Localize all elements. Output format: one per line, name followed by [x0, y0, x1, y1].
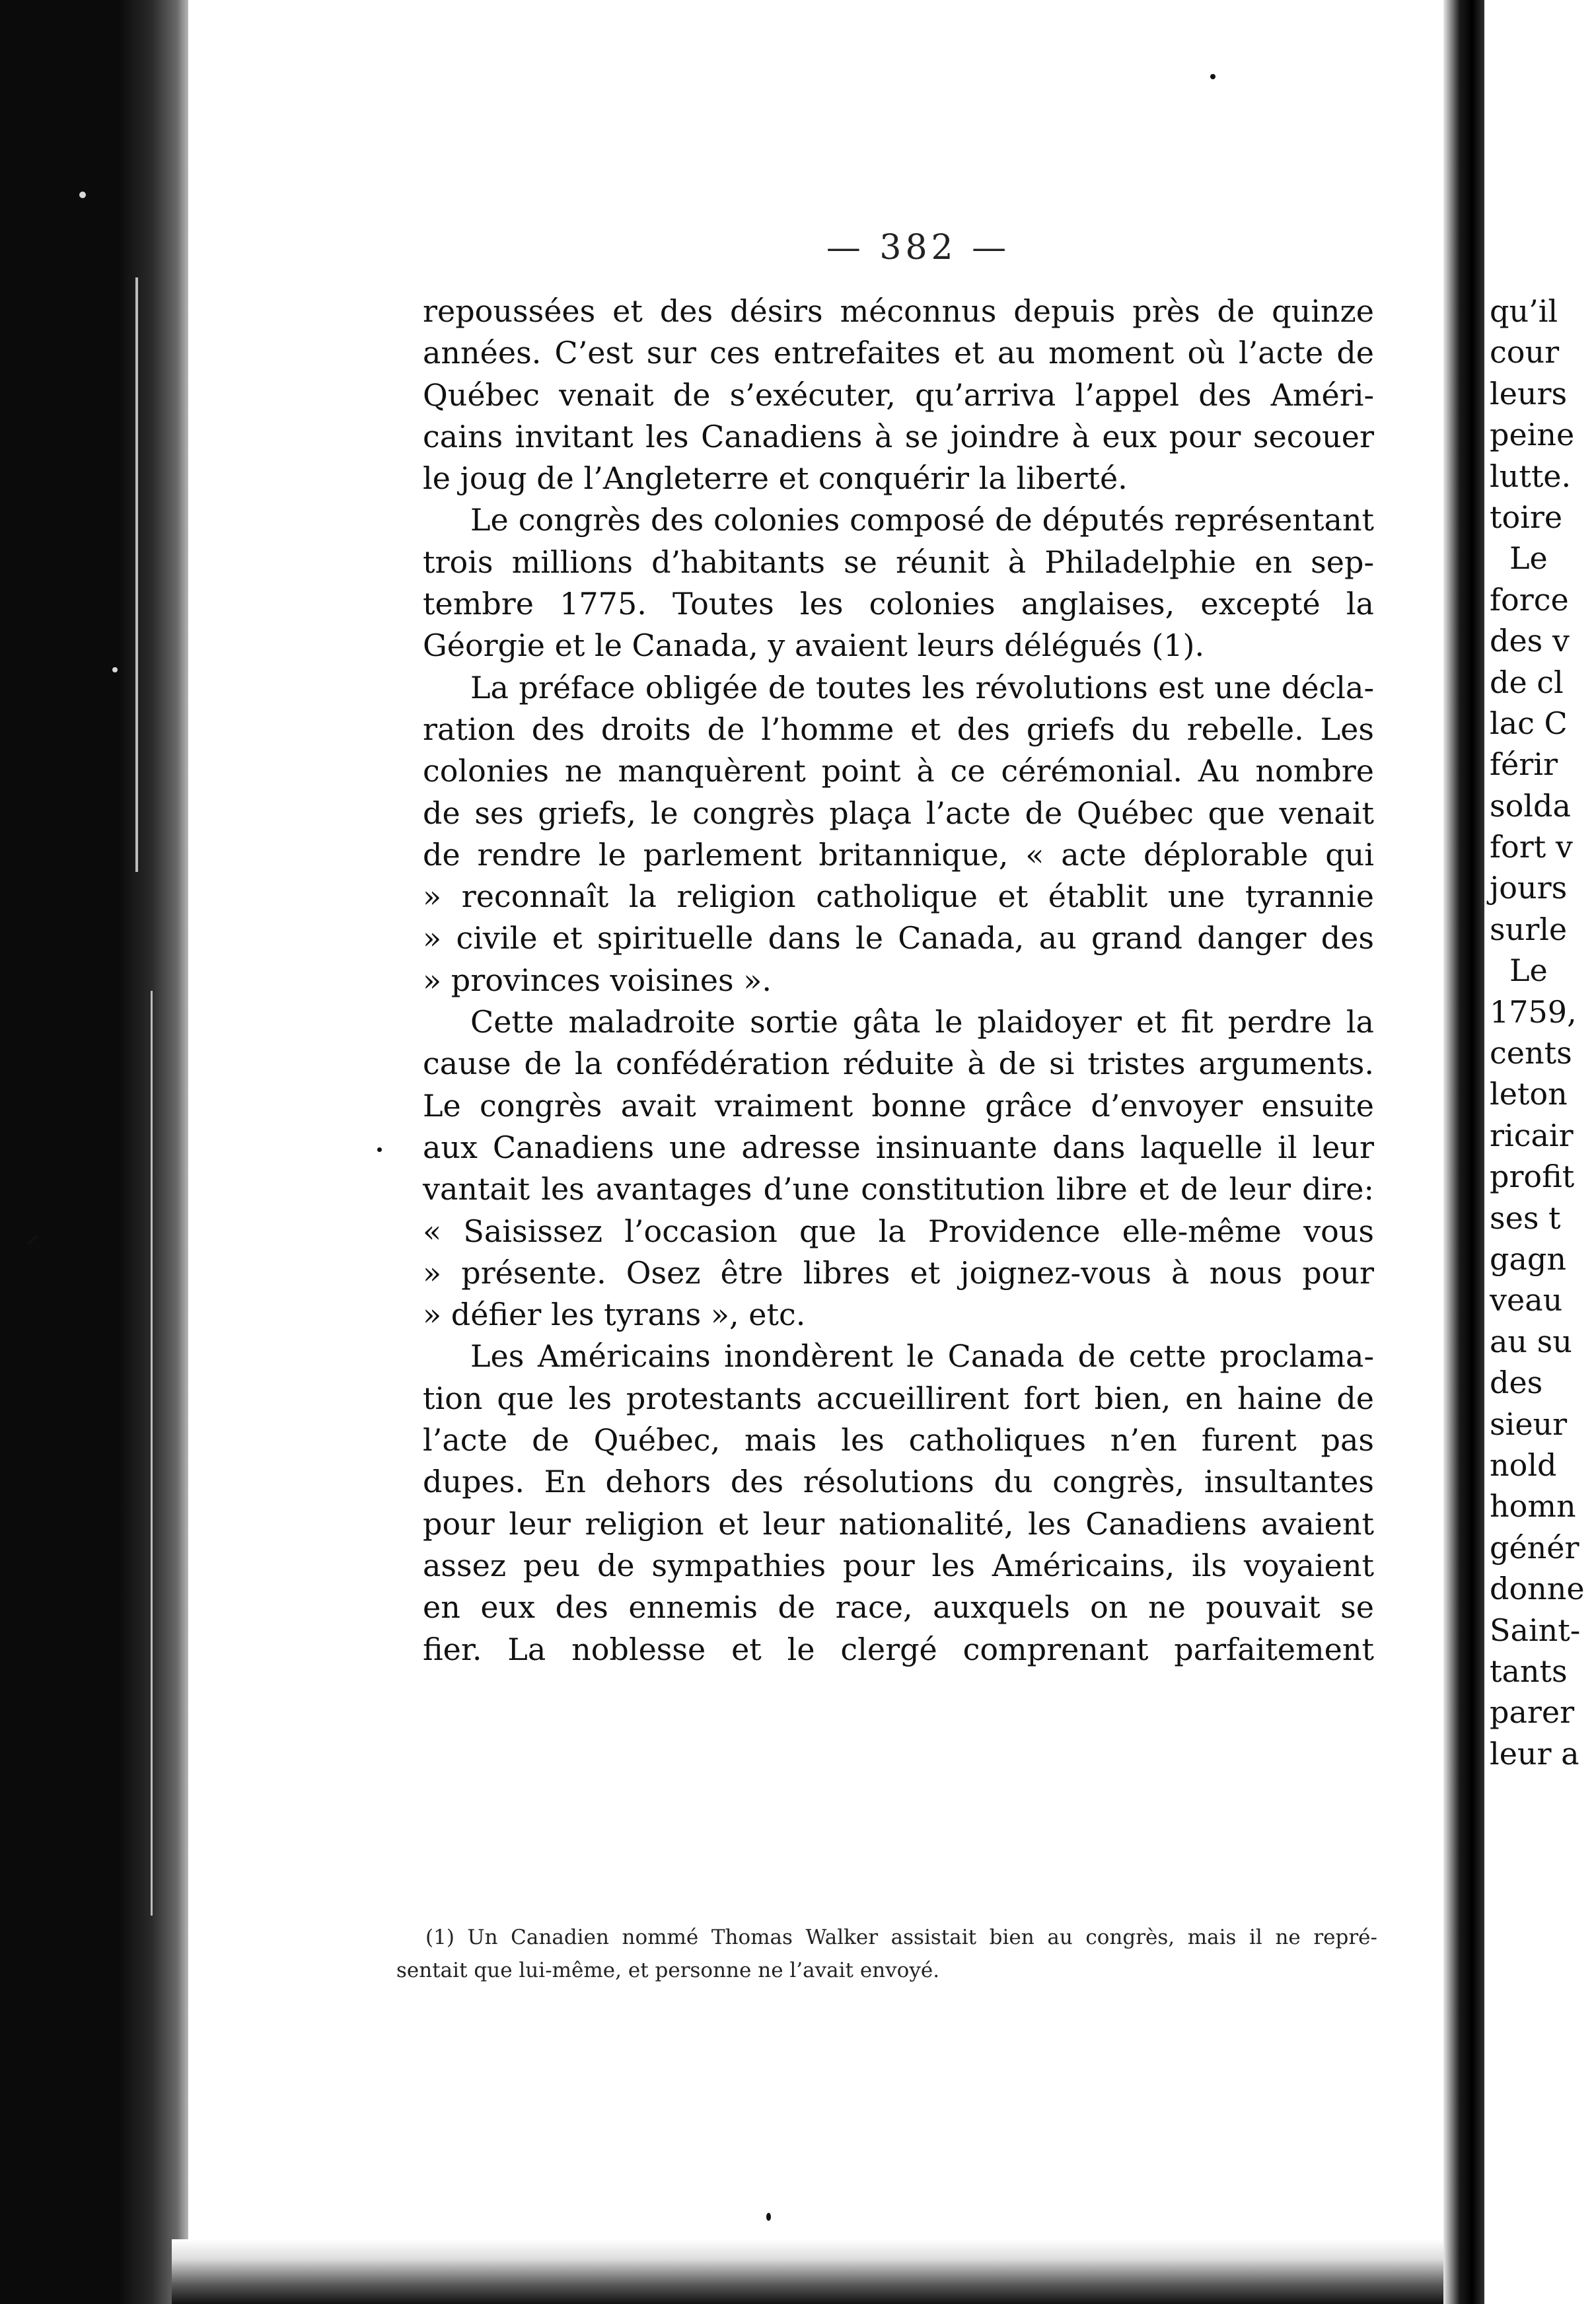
ink-speck: [766, 2213, 771, 2221]
text-line: assez peu de sympathies pour les Américains, ils voyaient: [423, 1547, 1374, 1583]
text-line: cains invitant les Canadiens à se joindre à eux pour secouer: [423, 418, 1374, 454]
fragment-line: férir: [1490, 746, 1558, 783]
text-line: Québec venait de s’exécuter, qu’arriva l’appel des Améri-: [423, 377, 1374, 413]
fragment-line: parer: [1490, 1694, 1575, 1731]
fragment-line: force: [1490, 581, 1569, 618]
book-gutter: [1443, 0, 1484, 2304]
binding-shadow: [119, 0, 192, 2304]
text-line: de ses griefs, le congrès plaça l’acte de Québec que venait: [423, 795, 1374, 831]
fragment-line: peine: [1490, 417, 1575, 453]
text-line: » civile et spirituelle dans le Canada, au grand danger des: [423, 920, 1374, 956]
text-line: » provinces voisines ».: [423, 962, 772, 998]
footnote-line: sentait que lui-même, et personne ne l’avait envoyé.: [396, 1959, 940, 1982]
text-line: tion que les protestants accueillirent fort bien, en haine de: [423, 1380, 1374, 1416]
fragment-line: lutte.: [1490, 458, 1572, 494]
text-line: dupes. En dehors des résolutions du congrès, insultantes: [423, 1464, 1374, 1500]
text-line: années. C’est sur ces entrefaites et au moment où l’acte de: [423, 335, 1374, 371]
text-line: » défier les tyrans », etc.: [423, 1297, 806, 1333]
fragment-line: des: [1490, 1365, 1543, 1401]
text-line: repoussées et des désirs méconnus depuis près de quinze: [423, 293, 1374, 329]
text-line: trois millions d’habitants se réunit à Philadelphie en sep-: [423, 544, 1374, 580]
fragment-line: leur a: [1490, 1735, 1579, 1772]
fragment-line: 1759,: [1490, 993, 1577, 1030]
fragment-line: surle: [1490, 911, 1568, 947]
fragment-line: au su: [1490, 1323, 1572, 1359]
text-line: » reconnaît la religion catholique et établit une tyrannie: [423, 879, 1374, 915]
fragment-line: Le: [1509, 540, 1548, 577]
fragment-line: Saint-: [1490, 1612, 1581, 1648]
fragment-line: tants: [1490, 1653, 1568, 1689]
text-line: en eux des ennemis de race, auxquels on ne pouvait se: [423, 1589, 1374, 1626]
text-line: vantait les avantages d’une constitution libre et de leur dire:: [423, 1171, 1374, 1207]
fragment-line: lac C: [1490, 705, 1568, 741]
text-line: le joug de l’Angleterre et conquérir la liberté.: [423, 460, 1128, 497]
text-line: cause de la confédération réduite à de si tristes arguments.: [423, 1046, 1374, 1082]
text-line: « Saisissez l’occasion que la Providence elle-même vous: [423, 1213, 1374, 1249]
text-line: pour leur religion et leur nationalité, les Canadiens avaient: [423, 1505, 1374, 1542]
fragment-line: qu’il: [1490, 293, 1558, 329]
text-line: ration des droits de l’homme et des griefs du rebelle. Les: [423, 711, 1374, 747]
fragment-line: Le: [1509, 953, 1548, 989]
fragment-line: donne: [1490, 1571, 1585, 1607]
fragment-line: ricair: [1490, 1117, 1574, 1153]
fragment-line: sieur: [1490, 1406, 1568, 1442]
fragment-line: de cl: [1490, 664, 1564, 700]
text-line: Le congrès avait vraiment bonne grâce d’envoyer ensuite: [423, 1087, 1374, 1124]
page-bottom-edge: [172, 2239, 1493, 2304]
right-page-text-fragment: [1490, 291, 1596, 1774]
text-line: Géorgie et le Canada, y avaient leurs délégués (1).: [423, 628, 1205, 664]
binding-scratch: [135, 277, 138, 872]
footnote: [396, 1921, 1377, 1987]
fragment-line: cour: [1490, 334, 1560, 371]
text-line: l’acte de Québec, mais les catholiques n’en furent pas: [423, 1422, 1374, 1458]
text-line: » présente. Osez être libres et joignez-vous à nous pour: [423, 1254, 1374, 1291]
fragment-line: cents: [1490, 1035, 1572, 1071]
text-line: La préface obligée de toutes les révolutions est une décla-: [470, 669, 1374, 705]
fragment-line: des v: [1490, 623, 1570, 659]
fragment-line: jours: [1490, 870, 1568, 906]
fragment-line: profit: [1490, 1159, 1575, 1195]
text-line: de rendre le parlement britannique, « acte déplorable qui: [423, 836, 1374, 873]
fragment-line: fort v: [1490, 829, 1573, 865]
text-line: Les Américains inondèrent le Canada de cette proclama-: [470, 1338, 1374, 1375]
fragment-line: solda: [1490, 787, 1571, 824]
fragment-line: veau: [1490, 1282, 1563, 1318]
fragment-line: gagn: [1490, 1241, 1566, 1277]
fragment-line: leton: [1490, 1076, 1568, 1112]
margin-mark: [112, 667, 118, 672]
fragment-line: génér: [1490, 1529, 1579, 1566]
footnote-line: (1) Un Canadien nommé Thomas Walker assistait bien au congrès, mais il ne repré-: [425, 1926, 1377, 1949]
text-line: colonies ne manquèrent point à ce cérémonial. Au nombre: [423, 753, 1374, 789]
fragment-line: homn: [1490, 1488, 1576, 1525]
page-number: — 382 —: [826, 228, 1011, 268]
fragment-line: toire: [1490, 499, 1563, 535]
body-text: [423, 291, 1374, 1671]
text-line: aux Canadiens une adresse insinuante dans laquelle il leur: [423, 1129, 1374, 1165]
fragment-line: leurs: [1490, 375, 1568, 412]
fragment-line: nold: [1490, 1447, 1557, 1483]
ink-speck: [377, 1147, 382, 1152]
ink-speck: [1210, 74, 1215, 79]
text-line: Le congrès des colonies composé de députés représentant: [470, 502, 1374, 538]
text-line: Cette maladroite sortie gâta le plaidoyer et fit perdre la: [470, 1004, 1374, 1040]
text-line: tembre 1775. Toutes les colonies anglaises, excepté la: [423, 586, 1374, 622]
binding-scratch: [151, 991, 153, 1916]
margin-mark: [79, 192, 86, 198]
fragment-line: ses t: [1490, 1200, 1561, 1236]
text-line: fier. La noblesse et le clergé comprenant parfaitement: [423, 1631, 1374, 1667]
